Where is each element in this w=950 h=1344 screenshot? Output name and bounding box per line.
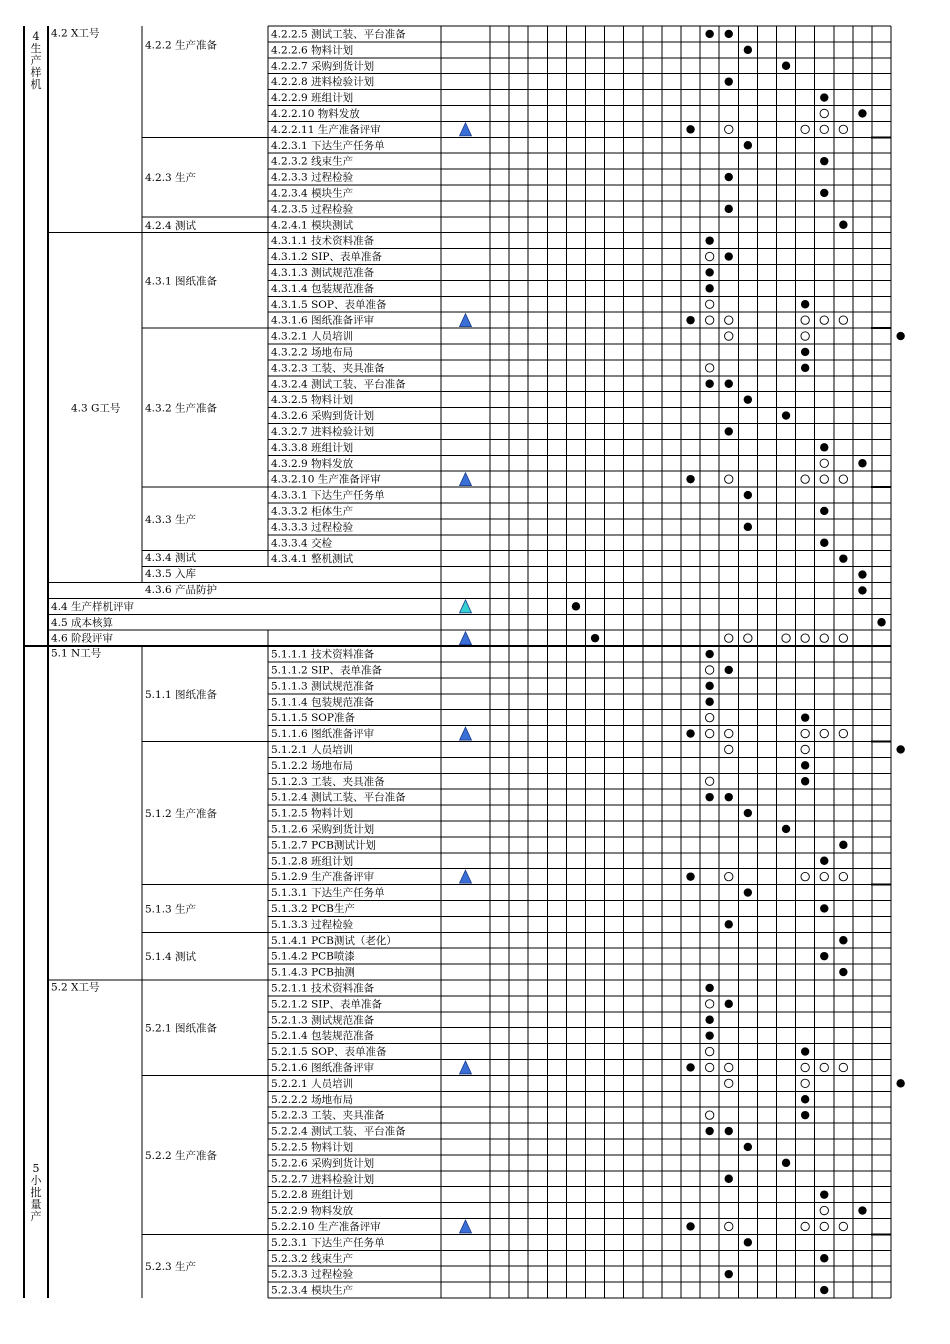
task-label: 4.3.2.1 人员培训: [271, 330, 354, 343]
participant-circle-icon: [705, 666, 713, 674]
task-label: 4.3.3.4 交检: [271, 537, 333, 550]
responsible-dot-icon: [705, 650, 713, 658]
review-milestone-cyan-icon: [460, 600, 472, 613]
responsible-dot-icon: [820, 189, 828, 197]
review-milestone-icon: [460, 632, 472, 645]
group-label: 5.1.4 测试: [145, 951, 197, 964]
task-label: 5.2.3.1 下达生产任务单: [271, 1236, 385, 1249]
responsible-dot-icon: [820, 1190, 828, 1198]
task-label: 5.2.3.4 模块生产: [271, 1284, 354, 1297]
task-label: 5.2.1.3 测试规范准备: [271, 1014, 375, 1027]
review-milestone-icon: [460, 473, 472, 486]
responsible-dot-icon: [744, 141, 752, 149]
group-label: 5.1.2 生产准备: [145, 808, 218, 821]
task-label: 4.3.1.6 图纸准备评审: [271, 314, 375, 327]
responsible-dot-icon: [820, 93, 828, 101]
responsible-dot-icon: [591, 634, 599, 642]
responsible-dot-icon: [744, 46, 752, 54]
group-label: 4.3.5 入库: [145, 568, 197, 581]
task-label: 5.2.1.6 图纸准备评审: [271, 1062, 375, 1074]
participant-circle-icon: [839, 475, 847, 483]
responsible-dot-icon: [686, 125, 694, 133]
task-label: 4.3.1.4 包装规范准备: [271, 282, 375, 295]
task-label: 5.2.2.3 工装、夹具准备: [271, 1109, 385, 1122]
participant-circle-icon: [801, 316, 809, 324]
task-label: 4.3.2.10 生产准备评审: [271, 473, 381, 486]
responsible-dot-icon: [858, 570, 866, 578]
task-label: 5.1.2.8 班组计划: [271, 855, 354, 868]
responsible-dot-icon: [686, 475, 694, 483]
responsible-dot-icon: [686, 316, 694, 324]
review-milestone-icon: [460, 727, 472, 740]
responsible-dot-icon: [782, 62, 790, 70]
participant-circle-icon: [820, 459, 828, 467]
task-label: 4.2.2.6 物料计划: [271, 44, 354, 57]
phase-label-char: 产: [30, 54, 42, 67]
group-label: 5.1.1 图纸准备: [145, 688, 218, 701]
responsible-dot-icon: [686, 1063, 694, 1071]
responsible-dot-icon: [725, 173, 733, 181]
task-label: 4.2.2.7 采购到货计划: [271, 60, 375, 73]
responsible-dot-icon: [725, 666, 733, 674]
participant-circle-icon: [782, 634, 790, 642]
task-label: 4.3.2.4 测试工装、平台准备: [271, 378, 406, 391]
task-label: 4.3.1.5 SOP、表单准备: [271, 298, 387, 311]
phase-label-char: 产: [30, 1210, 42, 1223]
product-label: 4.3 G工号: [71, 402, 121, 415]
review-milestone-icon: [460, 1061, 472, 1074]
task-label: 5.1.3.1 下达生产任务单: [271, 887, 385, 900]
task-label: 4.3.4.1 整机测试: [271, 553, 354, 566]
participant-circle-icon: [801, 634, 809, 642]
responsible-dot-icon: [801, 713, 809, 721]
responsible-dot-icon: [705, 984, 713, 992]
responsible-dot-icon: [572, 602, 580, 610]
responsible-dot-icon: [705, 682, 713, 690]
task-label: 5.1.1.5 SOP准备: [271, 712, 355, 725]
responsible-dot-icon: [744, 523, 752, 531]
task-label: 5.1.3.3 过程检验: [271, 918, 354, 931]
participant-circle-icon: [820, 475, 828, 483]
participant-circle-icon: [725, 729, 733, 737]
responsible-dot-icon: [744, 888, 752, 896]
responsible-dot-icon: [705, 1127, 713, 1135]
responsible-dot-icon: [839, 936, 847, 944]
task-label: 5.2.2.10 生产准备评审: [271, 1221, 381, 1233]
participant-circle-icon: [725, 1063, 733, 1071]
participant-circle-icon: [801, 872, 809, 880]
task-label: 4.3.1.2 SIP、表单准备: [271, 251, 382, 264]
responsible-dot-icon: [839, 221, 847, 229]
responsible-dot-icon: [725, 30, 733, 38]
responsible-dot-icon: [686, 872, 694, 880]
responsible-dot-icon: [705, 380, 713, 388]
product-label: 4.2 X工号: [51, 27, 100, 40]
task-label: 5.2.1.4 包装规范准备: [271, 1030, 375, 1043]
task-label: 5.1.2.6 采购到货计划: [271, 823, 375, 836]
responsible-dot-icon: [858, 459, 866, 467]
group-label: 5.2.3 生产: [145, 1261, 197, 1274]
phase-label-char: 机: [30, 78, 42, 91]
responsible-dot-icon: [896, 745, 904, 753]
responsible-dot-icon: [820, 157, 828, 165]
participant-circle-icon: [705, 777, 713, 785]
responsible-dot-icon: [782, 1159, 790, 1167]
group-label: 5.1.3 生产: [145, 903, 197, 916]
participant-circle-icon: [725, 872, 733, 880]
task-label: 5.2.2.5 物料计划: [271, 1141, 354, 1154]
responsible-dot-icon: [858, 586, 866, 594]
task-label: 5.1.4.1 PCB测试（老化）: [271, 934, 397, 947]
participant-circle-icon: [705, 1000, 713, 1008]
task-label: 5.1.2.5 物料计划: [271, 807, 354, 820]
responsible-dot-icon: [725, 1127, 733, 1135]
participant-circle-icon: [801, 745, 809, 753]
responsible-dot-icon: [705, 268, 713, 276]
participant-circle-icon: [705, 729, 713, 737]
phase-label-char: 5: [32, 1162, 40, 1175]
task-label: 4.2.2.10 物料发放: [271, 108, 360, 120]
review-milestone-icon: [460, 123, 472, 136]
participant-circle-icon: [725, 1222, 733, 1230]
task-label: 5.1.1.3 测试规范准备: [271, 680, 375, 693]
task-label: 5.1.1.2 SIP、表单准备: [271, 664, 382, 677]
participant-circle-icon: [801, 475, 809, 483]
responsible-dot-icon: [839, 841, 847, 849]
participant-circle-icon: [801, 125, 809, 133]
participant-circle-icon: [705, 364, 713, 372]
responsible-dot-icon: [782, 411, 790, 419]
participant-circle-icon: [725, 1079, 733, 1087]
task-label: 5.2.1.1 技术资料准备: [271, 982, 375, 995]
participant-circle-icon: [839, 634, 847, 642]
participant-circle-icon: [839, 1063, 847, 1071]
responsible-dot-icon: [725, 920, 733, 928]
product-label: 4.4 生产样机评审: [51, 600, 135, 613]
task-label: 5.1.2.2 场地布局: [271, 759, 354, 772]
product-label: 4.5 成本核算: [51, 616, 114, 629]
responsible-dot-icon: [725, 252, 733, 260]
task-label: 4.3.3.8 班组计划: [271, 441, 354, 454]
participant-circle-icon: [705, 1063, 713, 1071]
task-label: 5.2.3.2 线束生产: [271, 1252, 354, 1265]
responsible-dot-icon: [839, 968, 847, 976]
responsible-dot-icon: [820, 443, 828, 451]
task-label: 4.2.3.3 过程检验: [271, 171, 354, 184]
task-label: 5.2.1.5 SOP、表单准备: [271, 1046, 387, 1059]
group-label: 5.2.1 图纸准备: [145, 1022, 218, 1035]
task-label: 5.2.2.2 场地布局: [271, 1093, 354, 1106]
responsible-dot-icon: [686, 729, 694, 737]
task-label: 5.2.3.3 过程检验: [271, 1268, 354, 1281]
task-label: 4.2.3.5 过程检验: [271, 203, 354, 216]
participant-circle-icon: [705, 252, 713, 260]
responsible-dot-icon: [858, 109, 866, 117]
participant-circle-icon: [820, 872, 828, 880]
task-label: 4.2.3.1 下达生产任务单: [271, 139, 385, 152]
responsible-dot-icon: [705, 1016, 713, 1024]
responsible-dot-icon: [801, 364, 809, 372]
group-label: 4.2.2 生产准备: [145, 39, 218, 52]
responsible-dot-icon: [725, 380, 733, 388]
task-label: 5.1.3.2 PCB生产: [271, 903, 355, 915]
task-label: 5.1.4.2 PCB喷漆: [271, 950, 355, 963]
product-label: 4.6 阶段评审: [51, 632, 114, 645]
responsible-dot-icon: [744, 1238, 752, 1246]
task-label: 5.2.2.1 人员培训: [271, 1077, 354, 1090]
participant-circle-icon: [801, 1063, 809, 1071]
phase-label-char: 样: [30, 66, 42, 79]
task-label: 5.1.4.3 PCB抽测: [271, 966, 355, 979]
responsible-dot-icon: [725, 427, 733, 435]
task-label: 4.3.2.9 物料发放: [271, 457, 354, 470]
task-label: 5.1.1.6 图纸准备评审: [271, 728, 375, 741]
responsible-dot-icon: [705, 30, 713, 38]
responsible-dot-icon: [820, 507, 828, 515]
participant-circle-icon: [820, 634, 828, 642]
task-label: 5.1.1.4 包装规范准备: [271, 696, 375, 709]
responsible-dot-icon: [705, 698, 713, 706]
responsible-dot-icon: [896, 1079, 904, 1087]
responsible-dot-icon: [801, 1047, 809, 1055]
group-label: 4.3.6 产品防护: [145, 584, 218, 596]
responsible-dot-icon: [801, 348, 809, 356]
task-label: 4.3.2.6 采购到货计划: [271, 410, 375, 423]
participant-circle-icon: [839, 729, 847, 737]
task-label: 4.3.1.1 技术资料准备: [271, 235, 375, 248]
group-label: 4.2.4 测试: [145, 219, 197, 232]
responsible-dot-icon: [705, 284, 713, 292]
task-label: 4.2.3.4 模块生产: [271, 187, 354, 200]
task-label: 5.1.2.1 人员培训: [271, 744, 354, 756]
responsible-dot-icon: [820, 1286, 828, 1294]
group-label: 4.3.3 生产: [145, 513, 197, 526]
product-label: 5.2 X工号: [51, 981, 100, 994]
group-label: 4.3.4 测试: [145, 552, 197, 565]
responsible-dot-icon: [820, 539, 828, 547]
responsible-dot-icon: [801, 1111, 809, 1119]
task-label: 4.2.3.2 线束生产: [271, 155, 354, 168]
responsible-dot-icon: [725, 205, 733, 213]
group-label: 4.2.3 生产: [145, 172, 197, 185]
participant-circle-icon: [725, 475, 733, 483]
responsible-dot-icon: [820, 952, 828, 960]
responsible-dot-icon: [839, 554, 847, 562]
responsible-dot-icon: [801, 300, 809, 308]
responsible-dot-icon: [820, 1254, 828, 1262]
phase-label-char: 批: [30, 1186, 42, 1199]
task-label: 4.2.2.11 生产准备评审: [271, 123, 381, 136]
task-label: 4.2.2.9 班组计划: [271, 92, 354, 105]
responsible-dot-icon: [744, 395, 752, 403]
participant-circle-icon: [725, 125, 733, 133]
participant-circle-icon: [725, 316, 733, 324]
group-label: 4.3.1 图纸准备: [145, 275, 218, 288]
participant-circle-icon: [820, 109, 828, 117]
participant-circle-icon: [820, 729, 828, 737]
task-label: 5.2.2.8 班组计划: [271, 1189, 354, 1202]
task-label: 4.3.2.3 工装、夹具准备: [271, 362, 385, 375]
participant-circle-icon: [839, 316, 847, 324]
responsible-dot-icon: [858, 1206, 866, 1214]
group-label: 5.2.2 生产准备: [145, 1149, 218, 1162]
task-label: 4.2.4.1 模块测试: [271, 219, 354, 232]
task-label: 5.2.2.4 测试工装、平台准备: [271, 1125, 406, 1138]
responsible-dot-icon: [744, 1143, 752, 1151]
participant-circle-icon: [705, 316, 713, 324]
task-label: 4.3.3.3 过程检验: [271, 521, 354, 534]
task-label: 5.2.1.2 SIP、表单准备: [271, 998, 382, 1011]
task-label: 5.1.2.4 测试工装、平台准备: [271, 791, 406, 804]
task-label: 4.3.2.5 物料计划: [271, 394, 354, 407]
responsible-dot-icon: [801, 1095, 809, 1103]
participant-circle-icon: [725, 634, 733, 642]
responsible-dot-icon: [705, 1031, 713, 1039]
task-label: 5.1.2.7 PCB测试计划: [271, 839, 376, 852]
task-label: 4.3.1.3 测试规范准备: [271, 267, 375, 279]
phase-label-char: 生: [30, 42, 42, 55]
responsible-dot-icon: [725, 1000, 733, 1008]
participant-circle-icon: [744, 634, 752, 642]
task-label: 5.2.2.6 采购到货计划: [271, 1157, 375, 1170]
task-label: 4.3.2.7 进料检验计划: [271, 426, 375, 438]
participant-circle-icon: [801, 729, 809, 737]
task-label: 5.1.1.1 技术资料准备: [271, 648, 375, 661]
responsible-dot-icon: [705, 793, 713, 801]
participant-circle-icon: [725, 332, 733, 340]
group-label: 4.3.2 生产准备: [145, 402, 218, 415]
grid-lines: [24, 26, 891, 1298]
responsible-dot-icon: [877, 618, 885, 626]
phase-label-char: 量: [30, 1198, 42, 1211]
participant-circle-icon: [820, 1206, 828, 1214]
task-label: 5.2.2.7 进料检验计划: [271, 1173, 375, 1186]
participant-circle-icon: [705, 1111, 713, 1119]
participant-circle-icon: [801, 332, 809, 340]
participant-circle-icon: [839, 872, 847, 880]
responsible-dot-icon: [744, 491, 752, 499]
task-label: 4.3.2.2 场地布局: [271, 346, 354, 359]
responsible-dot-icon: [744, 809, 752, 817]
task-label: 4.3.3.1 下达生产任务单: [271, 489, 385, 502]
phase-label-char: 小: [30, 1174, 42, 1187]
task-label: 5.1.2.3 工装、夹具准备: [271, 775, 385, 788]
product-label: 5.1 N工号: [51, 647, 102, 660]
responsible-dot-icon: [801, 761, 809, 769]
responsible-dot-icon: [820, 904, 828, 912]
responsible-dot-icon: [725, 793, 733, 801]
responsible-dot-icon: [686, 1222, 694, 1230]
task-label: 5.1.2.9 生产准备评审: [271, 871, 375, 884]
participant-circle-icon: [705, 300, 713, 308]
participant-circle-icon: [839, 125, 847, 133]
review-milestone-icon: [460, 314, 472, 327]
responsible-dot-icon: [782, 825, 790, 833]
task-label: 4.2.2.8 进料检验计划: [271, 76, 375, 89]
participant-circle-icon: [820, 125, 828, 133]
participant-circle-icon: [801, 1079, 809, 1087]
responsible-dot-icon: [801, 777, 809, 785]
participant-circle-icon: [725, 745, 733, 753]
participant-circle-icon: [705, 1047, 713, 1055]
responsible-dot-icon: [705, 236, 713, 244]
review-milestone-icon: [460, 870, 472, 883]
task-label: 5.2.2.9 物料发放: [271, 1205, 354, 1218]
participant-circle-icon: [820, 316, 828, 324]
responsible-dot-icon: [896, 332, 904, 340]
phase-label-char: 4: [32, 30, 40, 43]
participant-circle-icon: [839, 1222, 847, 1230]
review-milestone-icon: [460, 1220, 472, 1233]
responsible-dot-icon: [820, 857, 828, 865]
responsible-dot-icon: [725, 1270, 733, 1278]
responsible-dot-icon: [725, 1175, 733, 1183]
participant-circle-icon: [705, 713, 713, 721]
participant-circle-icon: [820, 1222, 828, 1230]
participant-circle-icon: [820, 1063, 828, 1071]
task-label: 4.3.3.2 柜体生产: [271, 505, 354, 518]
task-label: 4.2.2.5 测试工装、平台准备: [271, 28, 406, 41]
responsible-dot-icon: [725, 77, 733, 85]
participant-circle-icon: [801, 1222, 809, 1230]
